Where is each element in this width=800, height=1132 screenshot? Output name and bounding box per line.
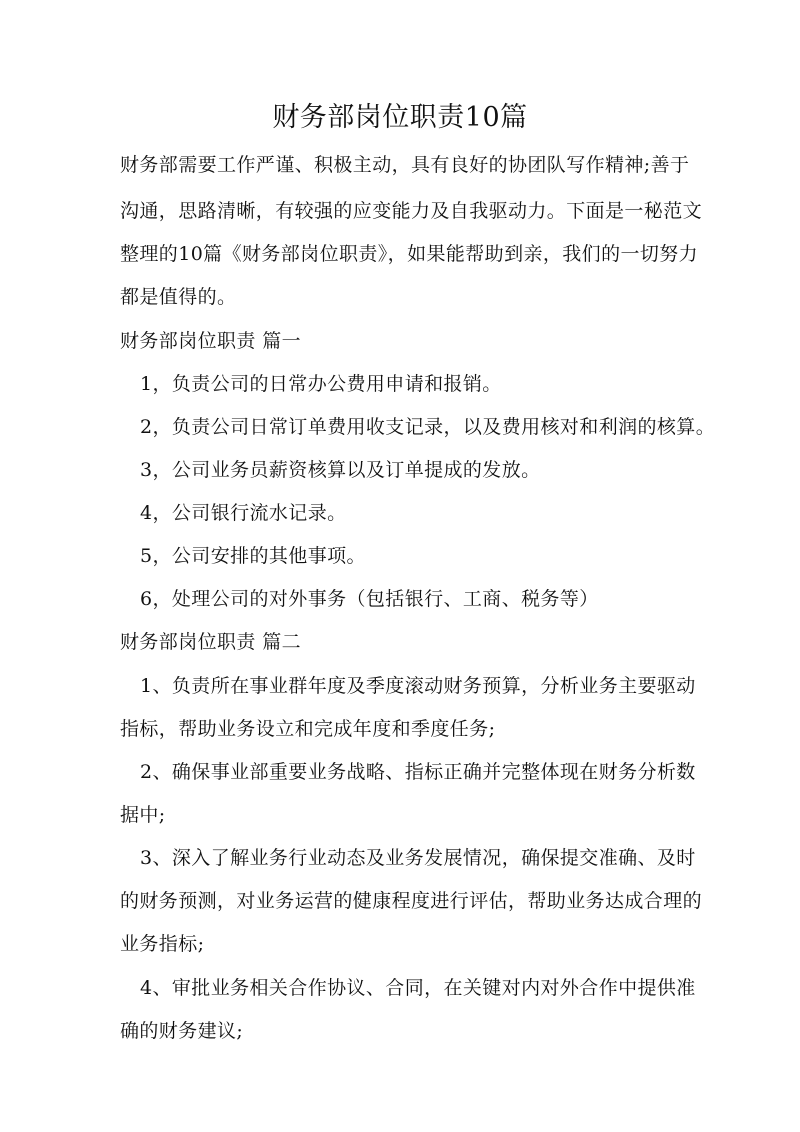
intro-line: 整理的10篇《财务部岗位职责》，如果能帮助到亲，我们的一切努力 (120, 243, 699, 265)
list-item-continuation: 指标，帮助业务设立和完成年度和季度任务; (120, 718, 496, 740)
list-item: 1，负责公司的日常办公费用申请和报销。 (140, 373, 502, 395)
list-item: 2、确保事业部重要业务战略、指标正确并完整体现在财务分析数 (140, 761, 696, 783)
list-item-continuation: 确的财务建议; (120, 1020, 244, 1042)
list-item: 4、审批业务相关合作协议、合同，在关键对内对外合作中提供准 (140, 977, 696, 999)
section-heading: 财务部岗位职责 篇二 (120, 631, 302, 653)
intro-line: 财务部需要工作严谨、积极主动，具有良好的协团队写作精神;善于 (120, 154, 690, 176)
list-item-continuation: 业务指标; (120, 933, 205, 955)
intro-line: 沟通，思路清晰，有较强的应变能力及自我驱动力。下面是一秘范文 (120, 200, 703, 222)
list-item: 4，公司银行流水记录。 (140, 502, 347, 524)
list-item: 5，公司安排的其他事项。 (140, 545, 366, 567)
list-item: 2，负责公司日常订单费用收支记录，以及费用核对和利润的核算。 (140, 416, 716, 438)
list-item-continuation: 据中; (120, 804, 166, 826)
list-item: 3，公司业务员薪资核算以及订单提成的发放。 (140, 459, 541, 481)
list-item: 3、深入了解业务行业动态及业务发展情况，确保提交准确、及时 (140, 847, 696, 869)
list-item: 6，处理公司的对外事务（包括银行、工商、税务等） (140, 588, 599, 610)
intro-line: 都是值得的。 (120, 286, 237, 308)
section-heading: 财务部岗位职责 篇一 (120, 330, 302, 352)
document-title: 财务部岗位职责10篇 (272, 102, 528, 133)
list-item-continuation: 的财务预测，对业务运营的健康程度进行评估，帮助业务达成合理的 (120, 890, 703, 912)
list-item: 1、负责所在事业群年度及季度滚动财务预算，分析业务主要驱动 (140, 675, 696, 697)
